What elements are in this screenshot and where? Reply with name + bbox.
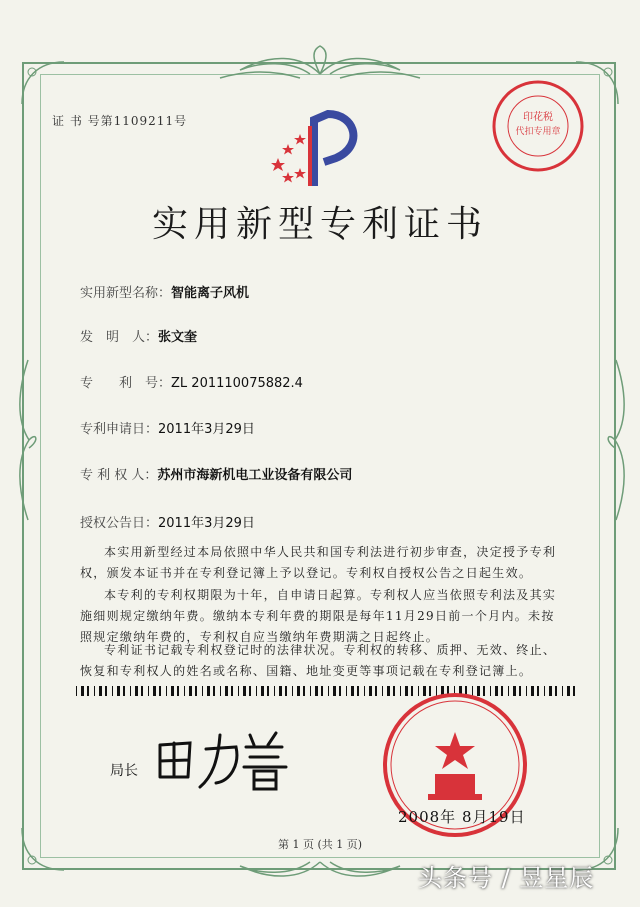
field-label: 发 明 人： bbox=[80, 330, 159, 345]
field-value: 2011年3月29日 bbox=[158, 422, 255, 437]
director-label: 局长 bbox=[110, 763, 138, 779]
field-value: ZL 201110075882.4 bbox=[171, 376, 303, 391]
top-ornament-icon bbox=[200, 44, 440, 84]
certificate-number: 证 书 号第1109211号 bbox=[52, 114, 188, 128]
paragraph-term: 本专利的专利权期限为十年，自申请日起算。专利权人应当依照专利法及其实施细则规定缴纳年费。缴纳本专利年费的期限是每年11月29日前一个月内。未按照规定缴纳年费的，专利权自应当缴纳年费期满之日起终止。 bbox=[80, 588, 557, 644]
certificate-title: 实用新型专利证书 bbox=[151, 204, 488, 245]
top-left-corner-icon bbox=[18, 58, 68, 108]
paragraph-legal-status: 专利证书记载专利权登记时的法律状况。专利权的转移、质押、无效、终止、恢复和专利权人的姓名或名称、国籍、地址变更等事项记载在专利登记簿上。 bbox=[80, 643, 557, 678]
left-ornament-icon bbox=[14, 340, 44, 540]
tax-stamp-seal-icon bbox=[490, 78, 586, 174]
field-label: 专 利 权 人： bbox=[80, 468, 158, 483]
field-inventor bbox=[80, 326, 197, 345]
watermark: 头条号 / 昱星辰 bbox=[418, 864, 595, 892]
page-number: 第 1 页 (共 1 页) bbox=[277, 838, 363, 851]
bottom-ornament-icon bbox=[220, 856, 420, 886]
field-label: 专 利 号： bbox=[80, 376, 172, 391]
paragraph-examination: 本实用新型经过本局依照中华人民共和国专利法进行初步审查，决定授予专利权，颁发本证书并在专利登记簿上予以登记。专利权自授权公告之日起生效。 bbox=[80, 545, 557, 580]
field-value: 张文奎 bbox=[158, 330, 198, 345]
field-label: 授权公告日： bbox=[80, 516, 159, 531]
field-value: 2011年3月29日 bbox=[158, 516, 255, 531]
svg-text:印花税: 印花税 bbox=[523, 112, 553, 123]
patent-office-logo-icon bbox=[266, 106, 366, 190]
field-label: 专利申请日： bbox=[80, 422, 159, 437]
field-application-date bbox=[80, 418, 255, 437]
field-patent-number bbox=[80, 372, 303, 391]
field-value: 苏州市海新机电工业设备有限公司 bbox=[157, 468, 353, 483]
director-signature-icon bbox=[150, 725, 290, 795]
field-label: 实用新型名称： bbox=[80, 286, 172, 301]
field-patentee bbox=[80, 464, 352, 483]
field-grant-date bbox=[80, 512, 255, 531]
svg-text:代扣专用章: 代扣专用章 bbox=[515, 127, 561, 137]
right-ornament-icon bbox=[600, 340, 630, 540]
field-utility-model-name bbox=[80, 282, 249, 301]
issue-date: 2008年 8月19日 bbox=[398, 808, 526, 826]
field-value: 智能离子风机 bbox=[171, 286, 250, 301]
